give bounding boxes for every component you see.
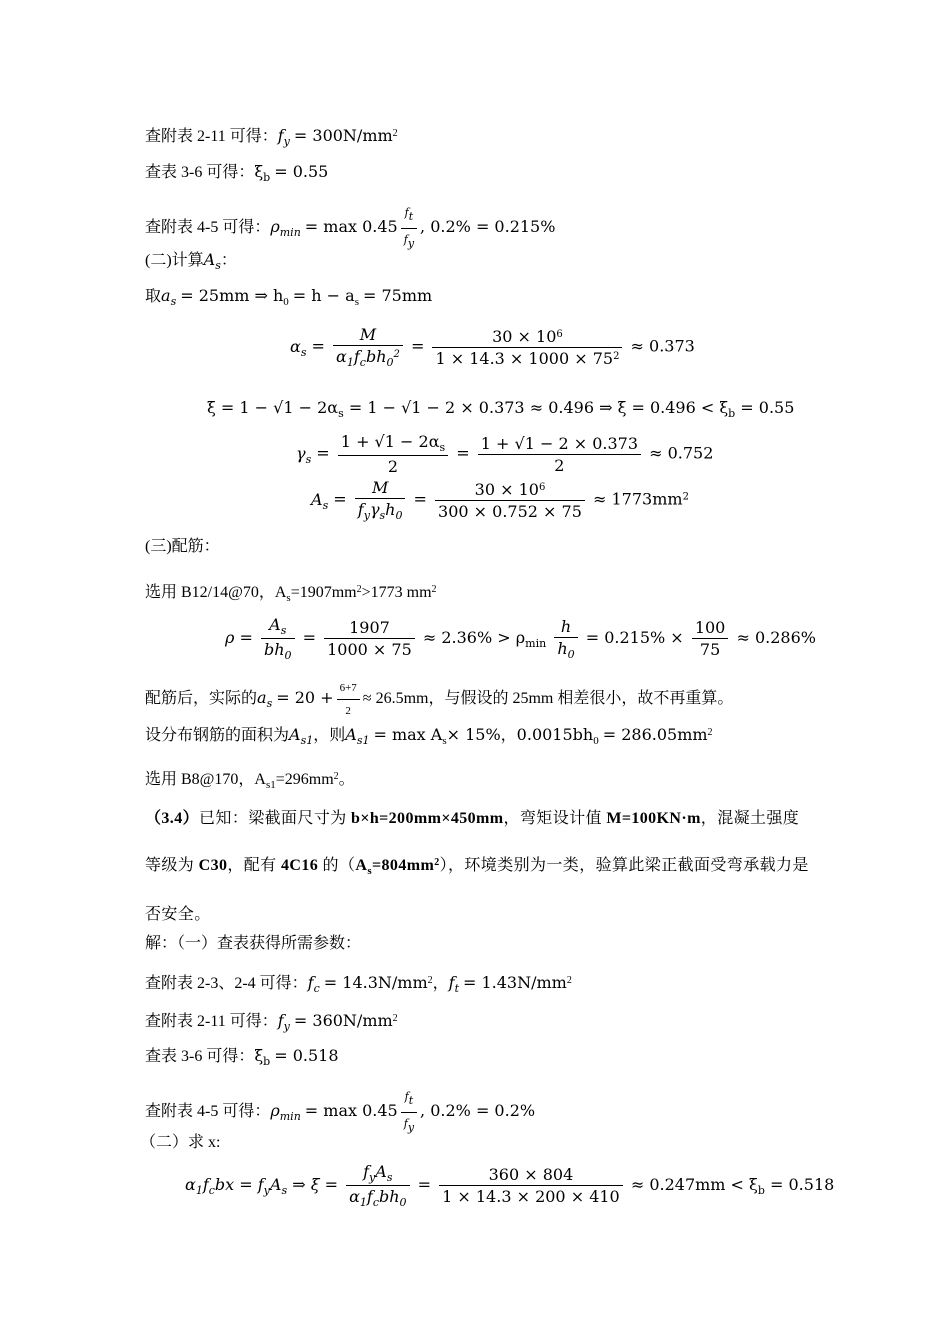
text: ≈ 0.373 (630, 336, 695, 356)
text: =804mm (372, 857, 435, 874)
text: = 1.43N/mm (462, 973, 567, 992)
text: ，弯矩设计值 (503, 810, 607, 827)
text: 查附表 2-3、2-4 可得： (145, 975, 308, 992)
text: 1 + √1 − 2 × 0.373 (478, 434, 641, 455)
var-rho-min: $\rho_{min}$ (270, 217, 301, 240)
problem-3-4: （3.4）已知：梁截面尺寸为 b×h=200mm×450mm，弯矩设计值 M=100KN·m，混凝土强度等级为 C30，配有 4C16 的$(A_s=804mm^2)$，环境类别为一类，验算此梁正截面受弯承载力是否安全。 (145, 810, 809, 923)
text: = 360N/mm (293, 1011, 393, 1030)
line-distribution-bar: 设分布钢筋的面积为$A_{s1}$，则$A_{s1} = \max A_s\times 15\%$，$0.0015bh_0 = 286.05mm^2$ (145, 725, 713, 747)
text: = 14.3N/mm (323, 973, 428, 992)
text: 360 × 804 (439, 1165, 623, 1186)
text: 30 × 10 (474, 479, 539, 499)
equation-gamma-s: $\gamma_s$ = $\frac{1 + √1 - 2\alpha_s}{2}$ = $\frac{1 + √1 - 2 \times 0.373}{2}$ ≈ 0.752 (296, 432, 714, 476)
text: ： (220, 252, 237, 269)
text: b×h=200mm×450mm (351, 810, 504, 827)
text: 75 (699, 640, 721, 659)
text: ξ = 1 − √1 − 2α (207, 398, 339, 417)
equation-xi: $\xi = 1 - √1 - 2\alpha_s = 1 - √1 - 2 \times 0.373 \approx 0.496$ ⇒ $\xi = 0.496 < \xi_b = 0.55$ (207, 398, 795, 420)
text: = 1 − √1 − 2 × 0.373 ≈ 0.496 ⇒ ξ = 0.496 < ξ (348, 398, 729, 417)
text: >1773 mm (361, 584, 432, 601)
text: 已知：梁截面尺寸为 (199, 810, 352, 827)
text: M=100KN·m (606, 810, 701, 827)
text: 1 × 14.3 × 200 × 410 (442, 1187, 620, 1206)
text: =1907mm (290, 584, 357, 601)
fraction: $\frac{f_t}{f_y}$ (401, 203, 417, 254)
line-choose-2: 选用 B8@170，$A_{s1}=296mm^2$。 (145, 771, 355, 791)
fraction: $\frac{30 \times 10^6}{300 \times 0.752 \times 75}$ (435, 480, 585, 521)
text: 1000 × 75 (327, 640, 412, 659)
line-fy-300: 查附表 2-11 可得：$f_y = 300N/mm^2$ (145, 126, 398, 148)
fraction: $\frac{M}{f_y\gamma_sh_0}$ (355, 478, 406, 522)
fraction (478, 434, 641, 475)
text: 300 × 0.752 × 75 (438, 501, 582, 521)
text: A (355, 857, 368, 874)
solution-heading: 解：（一）查表获得所需参数： (145, 935, 362, 952)
equation-alpha-s: $\alpha_s$ = $\frac{M}{\alpha_1f_cbh_0^2}$ = $\frac{30 \times 10^6}{1 \times 14.3 \times 1000 \times 75^2}$ ≈ 0.373 (290, 325, 695, 369)
text: 查附表 4-5 可得： (145, 219, 271, 237)
text: = 25mm ⇒ h (180, 286, 284, 305)
line-take-as: 取$a_s = 25mm$ ⇒ $h_0 = h - a_s = 75mm$ (145, 286, 433, 308)
text: ），环境类别为一类，验算此梁正截面受弯承载力是否安全。 (145, 857, 809, 923)
text: 2 (554, 455, 565, 475)
text: = max A (373, 725, 443, 744)
equation-as: $A_s$ = $\frac{M}{f_y\gamma_sh_0}$ = $\frac{30 \times 10^6}{300 \times 0.752 \times 75}$ ≈ $1773mm^2$ (311, 478, 689, 522)
text: 30 × 10 (492, 326, 557, 346)
text: × 15%，0.0015bh (446, 725, 594, 744)
text: 1 + √1 − 2α (340, 432, 440, 451)
text: ≈ 0.752 (649, 443, 714, 463)
text: (二)计算 (145, 252, 204, 269)
text: , 0.2% = 0.215% (420, 217, 556, 237)
section-heading: （二）求 x: (140, 1134, 221, 1151)
fraction: $\frac{M}{\alpha_1f_cbh_0^2}$ (333, 325, 403, 369)
fraction: $\frac{1 + √1 - 2\alpha_s}{2}$ (338, 432, 448, 476)
text: ≈ 1773mm (593, 489, 683, 509)
text: = 300N/mm (293, 126, 393, 145)
line-fc-ft: 查附表 2-3、2-4 可得：$f_c = 14.3N/mm^2$，$f_t = 1.43N/mm^2$ (145, 973, 572, 995)
section-heading: (二)计算$A_s$： (145, 250, 237, 272)
text: 查附表 2-11 可得： (145, 128, 278, 145)
text: 的（ (318, 857, 356, 874)
text: 4C16 (280, 857, 319, 874)
text: ≈ 0.286% (736, 628, 816, 647)
fraction: $\frac{f_t}{f_y}$ (401, 1087, 417, 1138)
text: =296mm (275, 771, 334, 788)
text: 100 (692, 618, 729, 639)
section-heading: (三)配筋： (145, 538, 220, 555)
fraction: $\frac{h}{h_0}$ (554, 617, 577, 661)
text: 1907 (324, 618, 415, 639)
text: 查表 3-6 可得： (145, 164, 255, 181)
var-xib: $\xi_b$ (254, 162, 271, 184)
text: , 0.2% = 0.2% (420, 1101, 536, 1121)
text: = 20 + (276, 688, 334, 708)
line-rho-min-2: 查附表 4-5 可得：$\rho_{min} = \max 0.45$ $\frac{f_t}{f_y}$ , 0.2% = 0.2% (145, 1087, 535, 1138)
text: 配筋后，实际的 (145, 690, 258, 708)
line-xib-518: 查表 3-6 可得：$\xi_b = 0.518$ (145, 1046, 339, 1068)
fraction (439, 1165, 623, 1206)
fraction: $\frac{f_yA_s}{\alpha_1f_cbh_0}$ (346, 1162, 409, 1209)
text: = 75mm (363, 286, 433, 305)
var-fy: $f_y$ (277, 126, 290, 148)
line-xib (145, 162, 328, 188)
equation-rho: ρ = $\frac{A_s}{bh_0}$ = $\frac{1907}{1000 \times 75}$ ≈ $2.36\% > \rho_{min}$ $\frac{h}{h_0}$ = 0.215% × $\frac{100}{75}$ ≈ 0.286% (225, 615, 816, 662)
text: = max 0.45 (304, 1101, 398, 1121)
text: = 0.55 (740, 398, 795, 417)
problem-number: （3.4） (145, 810, 200, 827)
text: 6+7 (337, 678, 360, 700)
fraction: $\frac{30 \times 10^6}{1 \times 14.3 \times 1000 \times 75^2}$ (432, 327, 622, 368)
line-fy-360: 查附表 2-11 可得：$f_y = 360N/mm^2$ (145, 1011, 398, 1033)
line-actual-as: 配筋后，实际的$a_s = 20$ + $\frac{6+7}{2}$ ≈ 26.5mm，与假设的 25mm 相差很小，故不再重算。 (145, 678, 733, 721)
text: 取 (145, 288, 162, 305)
line-choose-1: 选用 B12/14@70，$A_s=1907mm^2>1773$ $mm^2$ (145, 584, 437, 604)
text: = 0.55 (274, 162, 329, 181)
text: C30 (198, 857, 228, 874)
fraction (337, 678, 360, 721)
equation-x: $\alpha_1f_cbx = f_yA_s$ ⇒ ξ = $\frac{f_yA_s}{\alpha_1f_cbh_0}$ = $\frac{360 \times 804}{1 \times 14.3 \times 200 \times 410}$ ≈ $0.247mm < \xi_b = 0.518$ (185, 1162, 835, 1209)
fraction (692, 618, 729, 659)
fraction: $\frac{A_s}{bh_0}$ (261, 615, 295, 662)
text: = 0.518 (770, 1175, 835, 1194)
text: ，配有 (227, 857, 281, 874)
text: 。 (338, 771, 355, 788)
text: ≈ 26.5mm，与假设的 25mm 相差很小，故不再重算。 (362, 690, 734, 708)
text: = 286.05mm (602, 725, 708, 744)
text: ≈ 2.36% > ρ (422, 628, 526, 647)
text: 1 × 14.3 × 1000 × 75 (435, 348, 614, 368)
fraction (324, 618, 415, 659)
text: = max 0.45 (304, 217, 398, 237)
line-rho-min (145, 203, 555, 254)
text: 查表 3-6 可得： (145, 1048, 255, 1065)
text: 2 (387, 457, 399, 476)
text: = h − a (292, 286, 355, 305)
text: 查附表 4-5 可得： (145, 1103, 271, 1121)
text: 2 (345, 705, 351, 717)
text: ，混凝土强度等级为 (145, 810, 800, 874)
text: = 0.518 (274, 1046, 339, 1065)
text: 选用 B8@170，A (145, 771, 266, 788)
text: = 0.215% × (585, 628, 684, 647)
text: ，则 (313, 727, 346, 744)
text: 选用 B12/14@70，A (145, 584, 287, 601)
text: ≈ 0.247mm < ξ (630, 1175, 758, 1194)
text: 查附表 2-11 可得： (145, 1013, 278, 1030)
text: 设分布钢筋的面积为 (145, 727, 290, 744)
